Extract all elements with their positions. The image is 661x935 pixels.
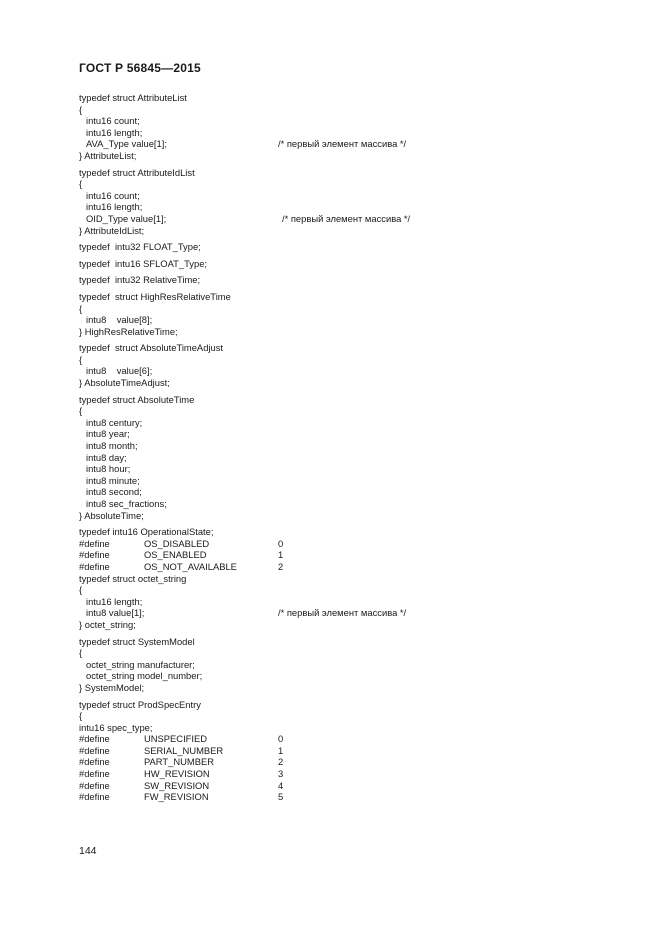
code-text: typedef struct octet_string [79,572,187,584]
define-value: 1 [278,549,284,561]
code-line [79,428,639,440]
define-constant: OS_DISABLED [144,537,210,549]
code-listing [79,92,639,808]
code-line [79,475,639,487]
define-value: 2 [278,560,284,572]
code-text: { [79,353,83,365]
code-text: } AttributeList; [79,149,137,161]
code-text: intu16 length; [86,126,143,138]
code-text: typedef intu16 OperationalState; [79,526,214,538]
code-line [79,326,639,338]
code-text: intu8 minute; [86,474,140,486]
code-text: intu8 value[6]; [86,365,153,377]
code-block [79,526,639,630]
code-text: typedef intu32 FLOAT_Type; [79,241,201,253]
define-keyword: #define [79,756,110,768]
code-text: } AttributeIdList; [79,224,145,236]
define-value: 0 [278,537,284,549]
code-text: } SystemModel; [79,681,145,693]
code-text: typedef struct AttributeList [79,92,187,103]
code-comment: /* первый элемент массива */ [278,607,407,619]
code-line [79,303,639,315]
code-text: intu8 month; [86,440,138,452]
code-line [79,201,639,213]
code-line [79,241,639,253]
code-line [79,342,639,354]
define-constant: HW_REVISION [144,768,210,780]
code-line [79,486,639,498]
code-text: intu8 century; [86,416,143,428]
code-line [79,710,639,722]
code-block [79,342,639,388]
code-line [79,526,639,538]
define-line [79,733,639,745]
define-line [79,791,639,803]
standard-header: ГОСТ Р 56845—2015 [79,61,201,75]
define-line [79,549,639,561]
define-line [79,780,639,792]
code-text: intu8 second; [86,486,142,498]
code-text: typedef intu16 SFLOAT_Type; [79,257,208,269]
code-line [79,365,639,377]
code-line [79,463,639,475]
code-text: intu8 year; [86,428,130,440]
code-text: intu8 value[8]; [86,314,153,326]
code-text: { [79,178,83,190]
code-text: } AbsoluteTime; [79,509,144,521]
code-block [79,167,639,237]
code-block [79,241,639,253]
code-block [79,258,639,270]
define-constant: OS_NOT_AVAILABLE [144,560,237,572]
code-text: } HighResRelativeTime; [79,325,178,337]
code-block [79,699,639,803]
code-line [79,92,639,104]
code-line [79,607,639,619]
code-line [79,115,639,127]
define-keyword: #define [79,549,110,561]
code-text: intu8 day; [86,451,127,463]
code-text: octet_string manufacturer; [86,658,195,670]
code-block [79,274,639,286]
code-line [79,138,639,150]
define-line [79,745,639,757]
define-keyword: #define [79,744,110,756]
define-keyword: #define [79,779,110,791]
code-line [79,417,639,429]
code-comment: /* первый элемент массива */ [278,138,407,150]
code-text: { [79,302,83,314]
code-text: typedef intu32 RelativeTime; [79,274,201,286]
code-line [79,274,639,286]
code-block [79,394,639,522]
define-constant: SERIAL_NUMBER [144,744,224,756]
code-line [79,699,639,711]
define-keyword: #define [79,560,110,572]
code-text: octet_string model_number; [86,670,203,682]
code-text: intu16 length; [86,201,143,213]
define-line [79,768,639,780]
define-constant: OS_ENABLED [144,549,207,561]
code-line [79,682,639,694]
define-keyword: #define [79,537,110,549]
code-line [79,440,639,452]
page-number: 144 [79,845,97,857]
code-text: { [79,103,83,115]
code-line [79,573,639,585]
code-line [79,452,639,464]
define-line [79,538,639,550]
code-text: intu16 count; [86,115,140,127]
code-comment: /* первый элемент массива */ [282,212,411,224]
code-line [79,647,639,659]
code-line [79,258,639,270]
code-line [79,596,639,608]
code-line [79,190,639,202]
define-keyword: #define [79,791,110,803]
code-text: typedef struct AbsoluteTimeAdjust [79,342,223,354]
define-constant: UNSPECIFIED [144,733,208,745]
code-line [79,722,639,734]
code-text: { [79,710,83,722]
code-text: typedef struct SystemModel [79,635,195,647]
code-text: typedef struct AbsoluteTime [79,393,195,405]
code-line [79,619,639,631]
code-line [79,178,639,190]
code-block [79,92,639,162]
code-line [79,394,639,406]
code-line [79,377,639,389]
define-line [79,756,639,768]
code-text: OID_Type value[1]; [86,212,167,224]
code-text: typedef struct ProdSpecEntry [79,698,201,710]
code-text: intu8 hour; [86,463,131,475]
code-text: intu8 sec_fractions; [86,498,167,509]
define-keyword: #define [79,768,110,780]
code-text: intu16 spec_type; [79,721,153,733]
define-constant: FW_REVISION [144,791,209,803]
code-block [79,636,639,694]
define-value: 4 [278,779,284,791]
code-line [79,510,639,522]
code-line [79,167,639,179]
code-line [79,354,639,366]
code-text: intu16 count; [86,189,140,201]
code-text: } AbsoluteTimeAdjust; [79,377,170,389]
code-text: { [79,405,83,417]
code-line [79,405,639,417]
code-line [79,636,639,648]
code-line [79,291,639,303]
define-line [79,561,639,573]
code-block [79,291,639,337]
code-line [79,584,639,596]
code-line [79,104,639,116]
code-text: typedef struct HighResRelativeTime [79,290,231,302]
define-value: 5 [278,791,284,803]
define-value: 1 [278,744,284,756]
define-constant: SW_REVISION [144,779,210,791]
define-constant: PART_NUMBER [144,756,214,768]
define-value: 3 [278,768,284,780]
code-line [79,670,639,682]
code-text: AVA_Type value[1]; [86,138,167,150]
code-text: { [79,584,83,596]
code-line [79,659,639,671]
code-line [79,314,639,326]
code-text: { [79,647,83,659]
code-line [79,498,639,510]
code-line [79,150,639,162]
code-text: intu8 value[1]; [86,607,145,619]
code-line [79,213,639,225]
code-text: } octet_string; [79,618,136,630]
define-keyword: #define [79,733,110,745]
define-value: 2 [278,756,284,768]
code-line [79,127,639,139]
code-line [79,225,639,237]
code-text: intu16 length; [86,595,143,607]
define-value: 0 [278,733,284,745]
code-text: typedef struct AttributeIdList [79,166,195,178]
